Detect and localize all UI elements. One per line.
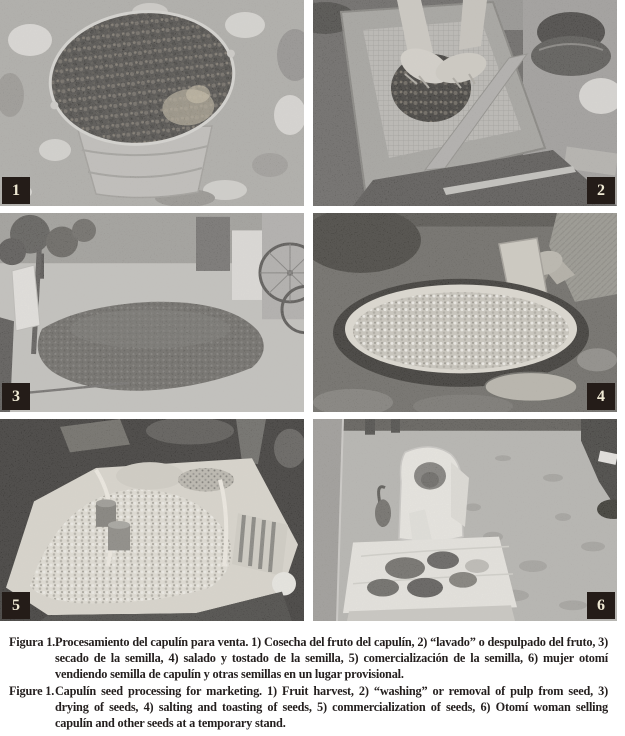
photo-panel-4 bbox=[313, 213, 617, 412]
panel-number-badge: 6 bbox=[587, 592, 615, 619]
photo-panel-5 bbox=[0, 419, 304, 621]
panel-number-badge: 1 bbox=[2, 177, 30, 204]
caption-label-es: Figura 1. bbox=[9, 635, 56, 649]
panel-number-badge: 3 bbox=[2, 383, 30, 410]
photo-panel-2 bbox=[313, 0, 617, 206]
photo-illustration-harvest bbox=[0, 0, 304, 206]
panel-number-badge: 4 bbox=[587, 383, 615, 410]
photo-illustration-drying bbox=[0, 213, 304, 412]
photo-panel-1 bbox=[0, 0, 304, 206]
caption-spanish bbox=[9, 634, 608, 683]
photo-illustration-toasting bbox=[313, 213, 617, 412]
caption-english bbox=[9, 683, 608, 732]
photo-illustration-washing bbox=[313, 0, 617, 206]
caption-text-es: Procesamiento del capulín para venta. 1) Cosecha del fruto del capulín, 2) “lavado” o despulpado del fruto, 3) secado de la semilla, 4) salado y tostado de la semilla, 5) comercialización de la semilla, 6) mujer otomí vendiendo semilla de capulín y otras semillas en un lugar provisional. bbox=[55, 635, 608, 682]
photo-panel-6 bbox=[313, 419, 617, 621]
panel-number-badge: 5 bbox=[2, 592, 30, 619]
caption-label-en: Figure 1. bbox=[9, 683, 55, 698]
photo-illustration-market bbox=[0, 419, 304, 621]
panel-number-badge: 2 bbox=[587, 177, 615, 204]
caption-text-en: Capulín seed processing for marketing. 1) Fruit harvest, 2) “washing” or removal of pulp from seed, 3) drying of seeds, 4) salting and toasting of seeds, 5) commercialization of seeds, 6) Otomí woman selling capulín and other seeds at a temporary stand. bbox=[55, 683, 608, 731]
figure-caption bbox=[0, 634, 608, 731]
photo-panel-3 bbox=[0, 213, 304, 412]
photo-illustration-vendor bbox=[313, 419, 617, 621]
